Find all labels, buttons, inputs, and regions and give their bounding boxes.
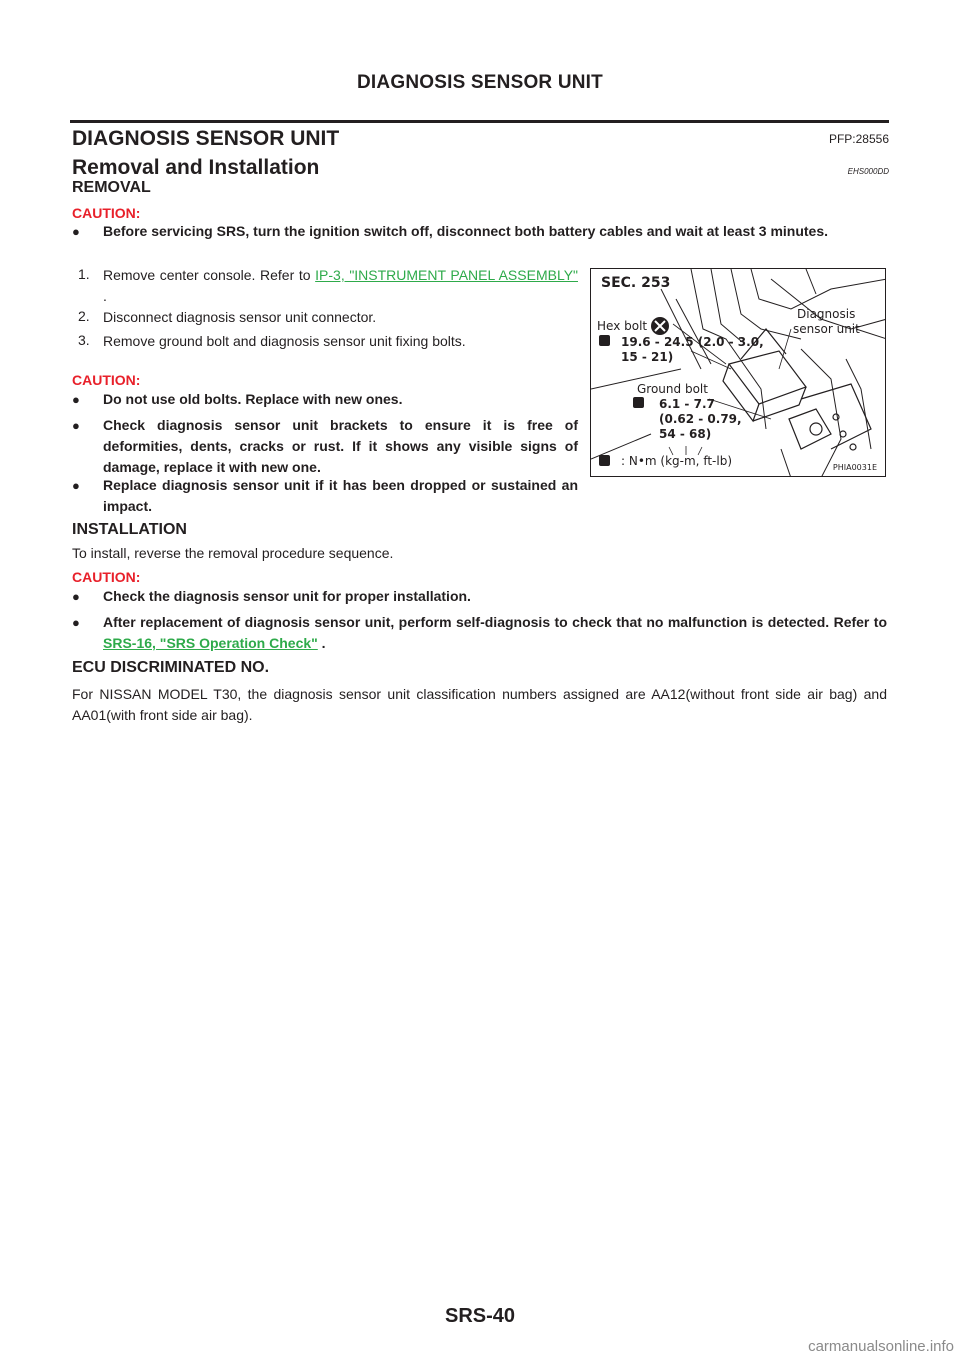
step-number: 3.: [78, 332, 90, 348]
removal-heading: REMOVAL: [72, 179, 151, 196]
step-text: Disconnect diagnosis sensor unit connector.: [103, 309, 377, 325]
step-number: 2.: [78, 308, 90, 324]
installation-heading: INSTALLATION: [72, 521, 187, 538]
step-number: 1.: [78, 266, 90, 282]
caution-text: Before servicing SRS, turn the ignition switch off, disconnect both battery cables and wait at least 3 minutes.: [103, 223, 829, 239]
header-rule: [70, 120, 889, 123]
section-title: DIAGNOSIS SENSOR UNIT: [72, 127, 340, 150]
link-instrument-panel[interactable]: IP-3, "INSTRUMENT PANEL ASSEMBLY": [315, 267, 578, 283]
subsection-title: Removal and Installation: [72, 156, 320, 179]
caution-label: CAUTION:: [72, 569, 141, 585]
caution-text: Check diagnosis sensor unit brackets to ensure it is free of deformities, dents, cracks or rust. If it shows any visible signs of damage, replace it with new one.: [103, 417, 578, 475]
caution-label: CAUTION:: [72, 205, 141, 221]
caution-label: CAUTION:: [72, 372, 141, 388]
bullet-icon: ●: [72, 418, 80, 433]
step-text: Remove center console. Refer to IP-3, "INSTRUMENT PANEL ASSEMBLY" .: [103, 267, 578, 304]
page-code: SRS-40: [444, 1305, 516, 1327]
hex-bolt-icon: [651, 317, 669, 335]
ecu-heading: ECU DISCRIMINATED NO.: [72, 659, 270, 676]
diagnosis-label-line1: Diagnosis: [797, 307, 856, 321]
torque-units-legend: : N•m (kg-m, ft-lb): [621, 454, 732, 468]
caution-text: Replace diagnosis sensor unit if it has been dropped or sustained an impact.: [103, 477, 578, 514]
bullet-icon: ●: [72, 478, 80, 493]
ground-bolt-label: Ground bolt: [637, 382, 708, 396]
figure-code: PHIA0031E: [832, 463, 877, 472]
part-number: PFP:28556: [828, 132, 889, 146]
torque-value-2b: (0.62 - 0.79,: [659, 412, 742, 426]
torque-value-1b: 15 - 21): [621, 350, 674, 364]
bullet-icon: ●: [72, 615, 80, 630]
diagnosis-label-line2: sensor unit: [793, 322, 860, 336]
link-srs-operation-check[interactable]: SRS-16, "SRS Operation Check": [103, 635, 318, 651]
caution-text: After replacement of diagnosis sensor unit, perform self-diagnosis to check that no malfunction is detected. Refer to SRS-16, "SRS Operation Check" .: [103, 614, 887, 651]
sensor-diagram-illustration: [591, 269, 886, 477]
torque-value-1: 19.6 - 24.5 (2.0 - 3.0,: [621, 335, 764, 349]
hex-bolt-label: Hex bolt: [597, 319, 648, 333]
figure-section-label: SEC. 253: [601, 275, 671, 291]
installation-text: To install, reverse the removal procedure sequence.: [72, 545, 394, 561]
bullet-icon: ●: [72, 589, 80, 604]
caution-text: Check the diagnosis sensor unit for proper installation.: [103, 588, 471, 604]
caution-text: Do not use old bolts. Replace with new ones.: [103, 391, 403, 407]
sensor-figure: [590, 268, 886, 477]
step-text: Remove ground bolt and diagnosis sensor unit fixing bolts.: [103, 333, 466, 349]
bullet-icon: ●: [72, 224, 80, 239]
torque-value-2: 6.1 - 7.7: [659, 397, 715, 411]
running-header: DIAGNOSIS SENSOR UNIT: [357, 72, 603, 93]
watermark: carmanualsonline.info: [808, 1338, 954, 1355]
ecu-text: For NISSAN MODEL T30, the diagnosis sensor unit classification numbers assigned are AA12(without front side air bag) and AA01(with front side air bag).: [72, 686, 887, 723]
bullet-icon: ●: [72, 392, 80, 407]
torque-value-2c: 54 - 68): [659, 427, 712, 441]
section-code: EHS000DD: [847, 167, 889, 176]
